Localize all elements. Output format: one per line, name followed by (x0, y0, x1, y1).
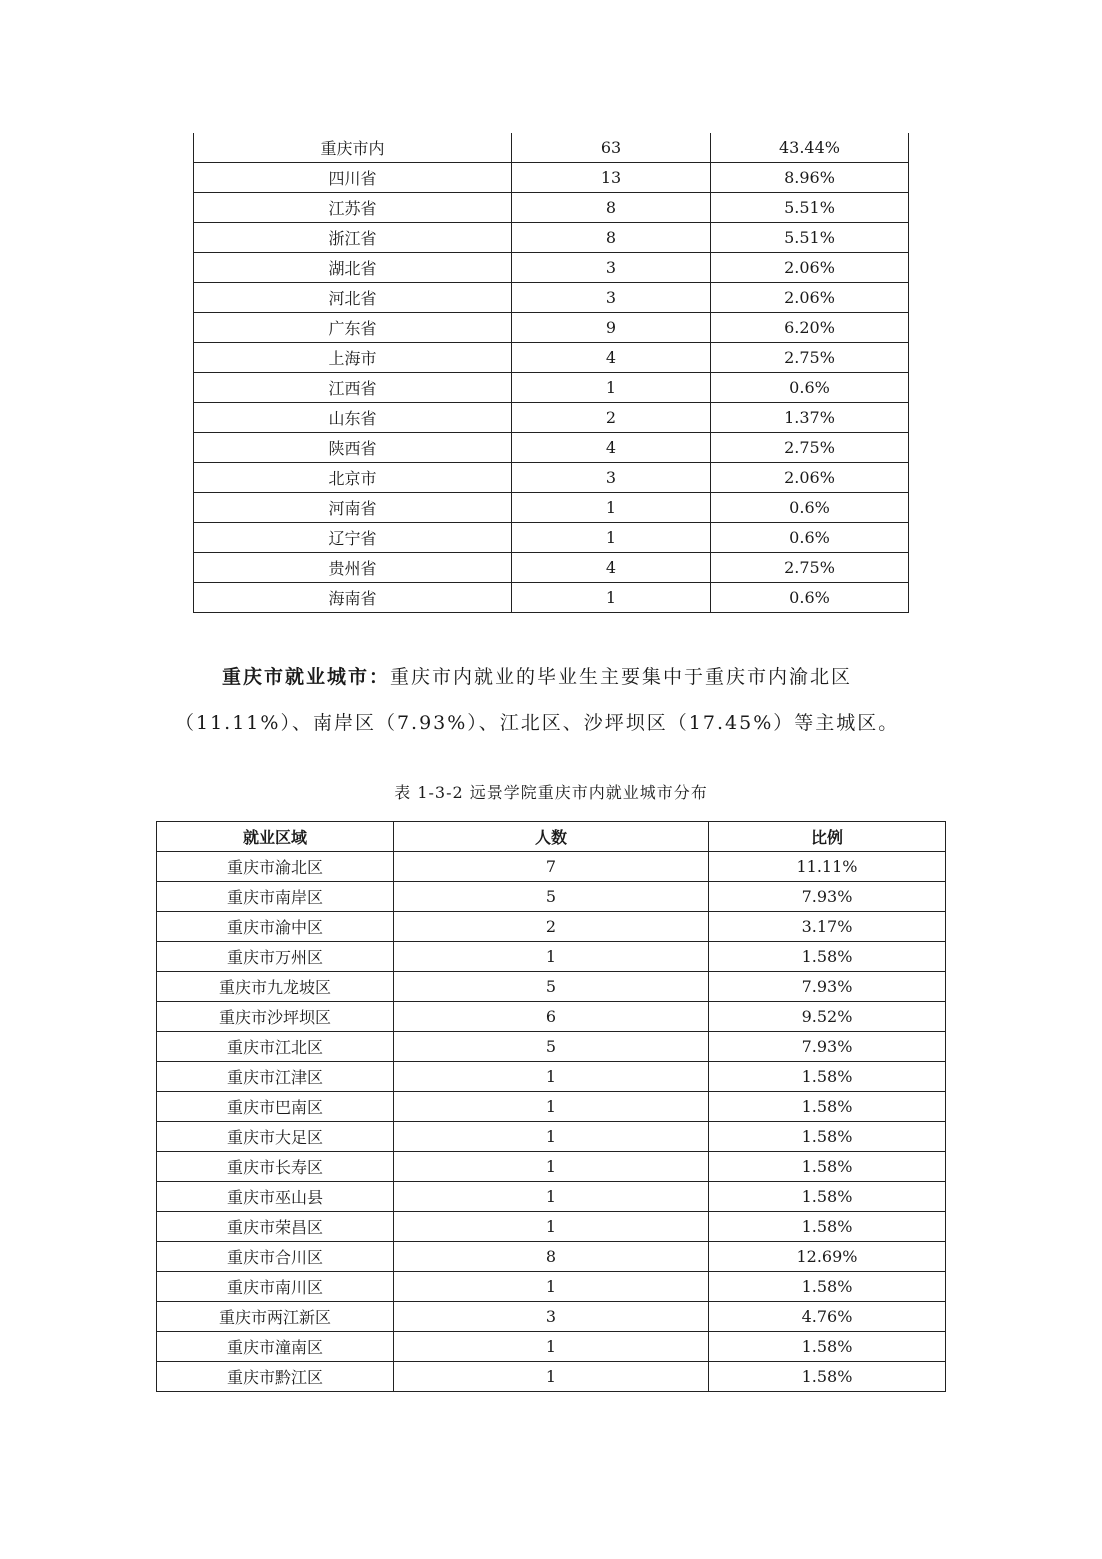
city-distribution-table (156, 821, 946, 1392)
cell-count: 3 (512, 253, 711, 283)
table-header-row (157, 822, 946, 852)
table-row (157, 1272, 946, 1302)
cell-count: 4 (512, 343, 711, 373)
cell-ratio: 1.37% (711, 403, 909, 433)
cell-count: 1 (512, 373, 711, 403)
cell-region: 重庆市长寿区 (157, 1152, 394, 1182)
cell-ratio: 1.58% (709, 942, 946, 972)
table-row (157, 1032, 946, 1062)
cell-ratio: 11.11% (709, 852, 946, 882)
cell-count: 1 (394, 1152, 709, 1182)
cell-ratio: 2.75% (711, 343, 909, 373)
cell-count: 8 (394, 1242, 709, 1272)
cell-count: 1 (512, 523, 711, 553)
cell-region: 重庆市两江新区 (157, 1302, 394, 1332)
cell-count: 3 (512, 283, 711, 313)
cell-count: 1 (394, 1212, 709, 1242)
paragraph-text-1: 重庆市内就业的毕业生主要集中于重庆市内渝北区 (390, 666, 853, 688)
cell-count: 8 (512, 193, 711, 223)
cell-region: 河南省 (194, 493, 512, 523)
cell-region: 重庆市巴南区 (157, 1092, 394, 1122)
cell-region: 海南省 (194, 583, 512, 613)
cell-region: 重庆市沙坪坝区 (157, 1002, 394, 1032)
cell-region: 北京市 (194, 463, 512, 493)
header-region: 就业区域 (157, 822, 394, 852)
cell-count: 9 (512, 313, 711, 343)
cell-count: 13 (512, 163, 711, 193)
cell-ratio: 1.58% (709, 1152, 946, 1182)
table-row (157, 972, 946, 1002)
table-row (157, 1182, 946, 1212)
cell-region: 浙江省 (194, 223, 512, 253)
table-row (157, 1062, 946, 1092)
table-caption: 表 1-3-2 远景学院重庆市内就业城市分布 (394, 783, 708, 802)
cell-ratio: 7.93% (709, 1032, 946, 1062)
cell-ratio: 1.58% (709, 1332, 946, 1362)
table-row (194, 163, 909, 193)
cell-region: 重庆市内 (194, 133, 512, 163)
table-row (157, 1002, 946, 1032)
table-row (194, 313, 909, 343)
cell-count: 8 (512, 223, 711, 253)
cell-region: 贵州省 (194, 553, 512, 583)
table-row (194, 463, 909, 493)
table-row (194, 253, 909, 283)
cell-ratio: 8.96% (711, 163, 909, 193)
table-row (157, 912, 946, 942)
cell-ratio: 1.58% (709, 1122, 946, 1152)
cell-region: 广东省 (194, 313, 512, 343)
cell-ratio: 6.20% (711, 313, 909, 343)
cell-ratio: 1.58% (709, 1092, 946, 1122)
table-row (194, 583, 909, 613)
cell-region: 重庆市九龙坡区 (157, 972, 394, 1002)
cell-ratio: 1.58% (709, 1062, 946, 1092)
cell-region: 四川省 (194, 163, 512, 193)
cell-ratio: 7.93% (709, 882, 946, 912)
cell-count: 2 (394, 912, 709, 942)
table-row (157, 852, 946, 882)
cell-count: 3 (394, 1302, 709, 1332)
table-row (157, 1092, 946, 1122)
cell-count: 1 (394, 1092, 709, 1122)
cell-region: 重庆市江北区 (157, 1032, 394, 1062)
table-row (157, 1152, 946, 1182)
cell-count: 1 (394, 1182, 709, 1212)
cell-region: 重庆市合川区 (157, 1242, 394, 1272)
cell-region: 重庆市江津区 (157, 1062, 394, 1092)
table-row (194, 553, 909, 583)
cell-region: 重庆市潼南区 (157, 1332, 394, 1362)
cell-ratio: 12.69% (709, 1242, 946, 1272)
cell-ratio: 0.6% (711, 523, 909, 553)
cell-ratio: 1.58% (709, 1182, 946, 1212)
province-table-body (194, 133, 909, 613)
cell-count: 5 (394, 882, 709, 912)
cell-ratio: 5.51% (711, 223, 909, 253)
cell-region: 江苏省 (194, 193, 512, 223)
table-row (157, 942, 946, 972)
cell-ratio: 3.17% (709, 912, 946, 942)
cell-count: 4 (512, 553, 711, 583)
cell-ratio: 0.6% (711, 583, 909, 613)
cell-count: 1 (394, 942, 709, 972)
table-row (194, 283, 909, 313)
cell-region: 重庆市南川区 (157, 1272, 394, 1302)
cell-region: 重庆市荣昌区 (157, 1212, 394, 1242)
cell-ratio: 0.6% (711, 373, 909, 403)
table-row (157, 1302, 946, 1332)
table-row (194, 343, 909, 373)
cell-count: 5 (394, 1032, 709, 1062)
cell-ratio: 0.6% (711, 493, 909, 523)
table-row (194, 523, 909, 553)
cell-ratio: 1.58% (709, 1212, 946, 1242)
cell-ratio: 43.44% (711, 133, 909, 163)
cell-count: 1 (394, 1272, 709, 1302)
table-row (157, 882, 946, 912)
header-ratio: 比例 (709, 822, 946, 852)
cell-ratio: 2.75% (711, 553, 909, 583)
cell-count: 7 (394, 852, 709, 882)
cell-ratio: 7.93% (709, 972, 946, 1002)
cell-count: 63 (512, 133, 711, 163)
paragraph-line-1 (222, 654, 992, 700)
cell-region: 山东省 (194, 403, 512, 433)
table-row (157, 1122, 946, 1152)
table-row (194, 133, 909, 163)
cell-count: 1 (394, 1332, 709, 1362)
cell-region: 上海市 (194, 343, 512, 373)
cell-ratio: 9.52% (709, 1002, 946, 1032)
cell-count: 3 (512, 463, 711, 493)
cell-count: 6 (394, 1002, 709, 1032)
cell-region: 重庆市大足区 (157, 1122, 394, 1152)
cell-ratio: 4.76% (709, 1302, 946, 1332)
cell-region: 辽宁省 (194, 523, 512, 553)
table-row (194, 493, 909, 523)
cell-region: 江西省 (194, 373, 512, 403)
cell-count: 5 (394, 972, 709, 1002)
cell-ratio: 2.06% (711, 253, 909, 283)
table-row (157, 1332, 946, 1362)
table-row (157, 1242, 946, 1272)
cell-ratio: 2.06% (711, 463, 909, 493)
header-count: 人数 (394, 822, 709, 852)
cell-ratio: 1.58% (709, 1362, 946, 1392)
cell-region: 重庆市渝中区 (157, 912, 394, 942)
table-row (157, 1212, 946, 1242)
cell-count: 1 (512, 583, 711, 613)
cell-region: 湖北省 (194, 253, 512, 283)
table-row (194, 193, 909, 223)
cell-region: 重庆市巫山县 (157, 1182, 394, 1212)
cell-region: 重庆市渝北区 (157, 852, 394, 882)
paragraph-line-2: （11.11%）、南岸区（7.93%）、江北区、沙坪坝区（17.45%）等主城区。 (175, 712, 900, 734)
paragraph-lead: 重庆市就业城市： (222, 666, 391, 688)
cell-region: 河北省 (194, 283, 512, 313)
cell-region: 重庆市南岸区 (157, 882, 394, 912)
province-distribution-table (193, 133, 909, 613)
cell-count: 2 (512, 403, 711, 433)
cell-count: 1 (394, 1062, 709, 1092)
table-row (194, 433, 909, 463)
table-row (194, 403, 909, 433)
table-row (194, 223, 909, 253)
cell-count: 1 (394, 1362, 709, 1392)
cell-region: 重庆市万州区 (157, 942, 394, 972)
cell-ratio: 1.58% (709, 1272, 946, 1302)
cell-region: 重庆市黔江区 (157, 1362, 394, 1392)
cell-ratio: 2.75% (711, 433, 909, 463)
cell-count: 4 (512, 433, 711, 463)
cell-region: 陕西省 (194, 433, 512, 463)
cell-ratio: 2.06% (711, 283, 909, 313)
table-row (157, 1362, 946, 1392)
cell-count: 1 (512, 493, 711, 523)
table-row (194, 373, 909, 403)
cell-count: 1 (394, 1122, 709, 1152)
cell-ratio: 5.51% (711, 193, 909, 223)
city-table-body (157, 852, 946, 1392)
